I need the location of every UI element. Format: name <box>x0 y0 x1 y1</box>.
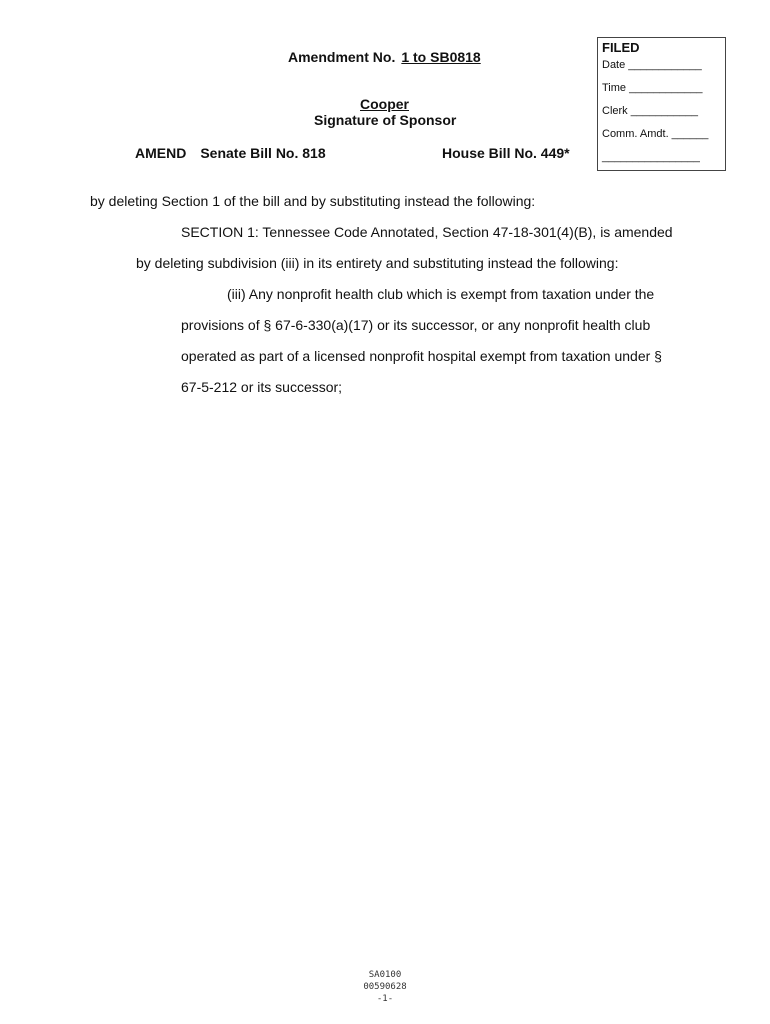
sponsor-name: Cooper <box>360 96 409 112</box>
body-paragraph-5: provisions of § 67-6-330(a)(17) or its successor, or any nonprofit health club <box>181 317 651 333</box>
body-paragraph-7: 67-5-212 or its successor; <box>181 379 343 395</box>
footer-code: SA0100 <box>368 970 402 980</box>
house-bill-number: House Bill No. 449* <box>442 145 570 161</box>
filed-clerk-line: Clerk ___________ <box>602 105 699 117</box>
body-paragraph-2: SECTION 1: Tennessee Code Annotated, Section 47-18-301(4)(B), is amended <box>181 224 673 240</box>
footer-number: 00590628 <box>363 982 407 992</box>
amend-word: AMEND <box>135 145 187 161</box>
body-paragraph-1: by deleting Section 1 of the bill and by substituting instead the following: <box>90 193 536 209</box>
body-paragraph-6: operated as part of a licensed nonprofit hospital exempt from taxation under § <box>181 348 662 364</box>
filed-comm-amdt-line: Comm. Amdt. ______ <box>602 128 709 140</box>
amendment-number: 1 to SB0818 <box>401 49 481 65</box>
filed-stamp-box <box>597 37 726 171</box>
filed-date-line: Date ____________ <box>602 59 702 71</box>
senate-bill-number: Senate Bill No. 818 <box>200 145 326 161</box>
body-paragraph-4: (iii) Any nonprofit health club which is exempt from taxation under the <box>227 286 655 302</box>
amendment-label: Amendment No. <box>288 49 396 65</box>
footer-page-number: -1- <box>376 994 394 1004</box>
amend-senate-bill-line <box>135 145 326 161</box>
filed-time-line: Time ____________ <box>602 82 703 94</box>
filed-blank-line: ________________ <box>602 151 700 163</box>
body-paragraph-3: by deleting subdivision (iii) in its entirety and substituting instead the following: <box>136 255 619 271</box>
amendment-title <box>288 49 481 65</box>
filed-title: FILED <box>602 40 640 55</box>
sponsor-caption: Signature of Sponsor <box>314 112 457 128</box>
